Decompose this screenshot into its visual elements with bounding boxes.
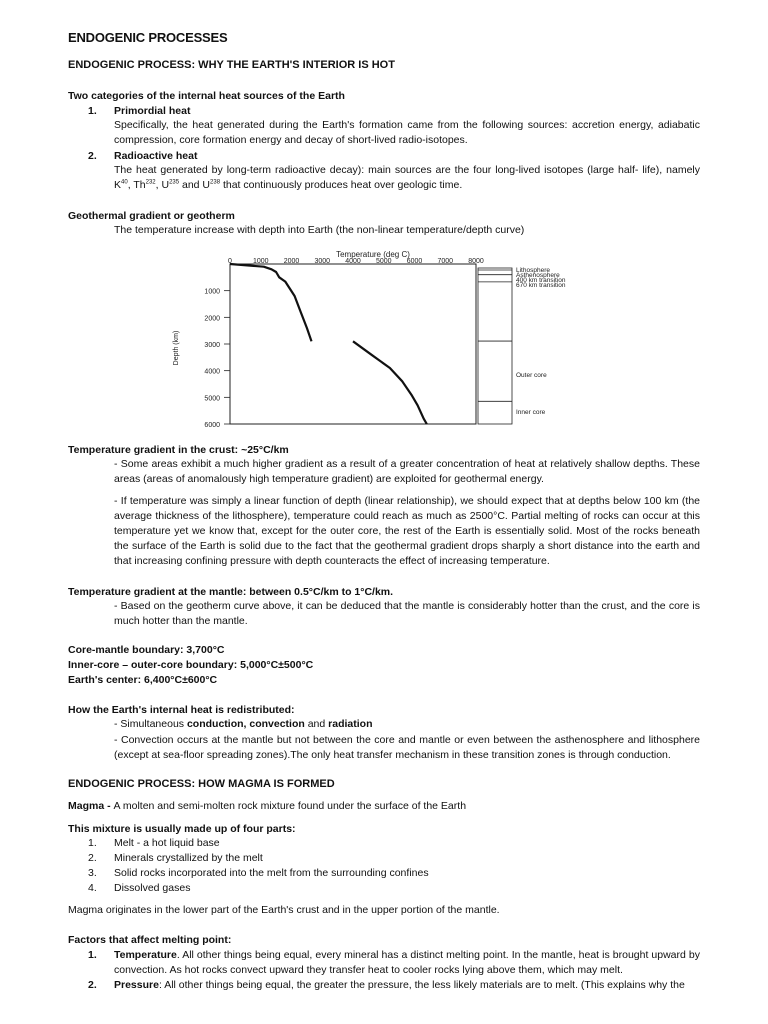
y-tick-label: 6000 — [204, 422, 220, 429]
geotherm-chart — [158, 248, 618, 434]
list-number: 2. — [88, 150, 97, 162]
layer-label: Inner core — [516, 409, 546, 416]
inner-outer-core-boundary: Inner-core – outer-core boundary: 5,000°C±500°C — [68, 659, 314, 671]
section-title-interior-heat: ENDOGENIC PROCESS: WHY THE EARTH'S INTERIOR IS HOT — [68, 59, 395, 71]
crust-paragraph-2: - If temperature was simply a linear function of depth (linear relationship), we should expect that at depths below 100 km (the average thickness of the lithosphere), temperature could reach as much as 2500°C. Partial melting of rocks can occur at this temperature yet we know that, except for the outer core, the rest of the Earth is essentially solid. Most of the rocks beneath the surface of the Earth is solid due to the fact that the geothermal gradient drops sharply a short distance into the earth and that increasing confining pressure with depth counteracts the effect of increasing temperature. — [114, 495, 700, 567]
geotherm-curve — [353, 341, 427, 424]
magma-origin: Magma originates in the lower part of the Earth's crust and in the upper portion of the mantle. — [68, 904, 500, 916]
list-text: Dissolved gases — [114, 882, 191, 894]
list-number: 1. — [88, 949, 97, 961]
x-tick-label: 0 — [228, 258, 232, 265]
list-number: 3. — [88, 867, 97, 879]
x-tick-label: 3000 — [314, 258, 331, 265]
page-title: ENDOGENIC PROCESSES — [68, 30, 228, 45]
section-title-magma: ENDOGENIC PROCESS: HOW MAGMA IS FORMED — [68, 778, 335, 790]
list-item — [68, 866, 700, 881]
magma-parts-heading: This mixture is usually made up of four parts: — [68, 823, 296, 835]
y-tick-label: 4000 — [204, 368, 220, 376]
list-text: Solid rocks incorporated into the melt from the surrounding confines — [114, 867, 429, 879]
y-tick-label: 2000 — [204, 315, 220, 323]
redistribution-line-1: - Simultaneous conduction, convection and radiation — [114, 718, 373, 730]
core-mantle-boundary: Core-mantle boundary: 3,700°C — [68, 644, 225, 656]
heat-sources-heading: Two categories of the internal heat sources of the Earth — [68, 90, 345, 102]
geotherm-heading: Geothermal gradient or geotherm — [68, 210, 235, 222]
layer-label: Outer core — [516, 372, 547, 379]
earth-center-temp: Earth's center: 6,400°C±600°C — [68, 674, 218, 686]
y-axis-label: Depth (km) — [173, 330, 180, 366]
x-tick-label: 5000 — [375, 258, 392, 265]
factor-temperature-text: Temperature. All other things being equal, every mineral has a distinct melting point. In the mantle, heat is brought upward by convection. As hot rocks convect upward they transfer heat to cooler rocks lying above them, which may melt. — [114, 949, 700, 976]
y-tick-labels — [204, 289, 230, 429]
radioactive-heat-title: Radioactive heat — [114, 150, 198, 162]
melting-factors-heading: Factors that affect melting point: — [68, 934, 232, 946]
redistribution-paragraph: - Convection occurs at the mantle but not between the core and mantle or even between the asthenosphere and lithosphere (except at sea-floor spreading zones).The only heat transfer mechanism in these transition zones is through conduction. — [114, 734, 700, 761]
y-tick-label: 1000 — [204, 288, 220, 296]
crust-gradient-heading: Temperature gradient in the crust: ~25°C/km — [68, 444, 289, 456]
list-item — [68, 836, 700, 851]
x-tick-label: 2000 — [283, 258, 300, 265]
layer-column — [478, 268, 512, 424]
redistribution-heading: How the Earth's internal heat is redistributed: — [68, 704, 295, 716]
factor-pressure-text: Pressure: All other things being equal, the greater the pressure, the less likely materials are to melt. (This explains why the — [114, 979, 685, 991]
crust-paragraph-1: - Some areas exhibit a much higher gradient as a result of a greater concentration of heat at relatively shallow depths. These areas (areas of anomalously high temperature gradient) are exploited for geothermal energy. — [114, 458, 700, 485]
magma-parts-list — [68, 836, 700, 898]
primordial-heat-text: Specifically, the heat generated during the Earth's formation came from the following sources: accretion energy, adiabatic compression, core formation energy and decay of short-lived radio-isotopes. — [114, 119, 700, 146]
layer-label: Lithosphere — [516, 267, 550, 274]
list-item-radioactive — [68, 149, 700, 164]
y-tick-label: 3000 — [204, 342, 220, 349]
list-text: Minerals crystallized by the melt — [114, 852, 263, 864]
layer-labels — [516, 267, 566, 416]
geotherm-definition: The temperature increase with depth into Earth (the non-linear temperature/depth curve) — [114, 224, 525, 236]
geotherm-curve — [230, 264, 312, 341]
plot-frame — [230, 264, 476, 424]
list-number: 2. — [88, 852, 97, 864]
list-text: Melt - a hot liquid base — [114, 837, 220, 849]
x-tick-label: 7000 — [437, 258, 454, 265]
mantle-gradient-heading: Temperature gradient at the mantle: between 0.5°C/km to 1°C/km. — [68, 586, 394, 598]
list-number: 2. — [88, 979, 97, 991]
chart-title: Temperature (deg C) — [336, 250, 410, 259]
x-tick-label: 8000 — [468, 258, 484, 265]
primordial-heat-title: Primordial heat — [114, 105, 191, 117]
list-number: 4. — [88, 882, 97, 894]
x-tick-label: 6000 — [406, 258, 423, 265]
x-tick-label: 4000 — [345, 258, 361, 265]
geotherm-curves — [230, 264, 427, 424]
radioactive-heat-text: The heat generated by long-term radioactive decay): main sources are the four long-lived isotopes (large half- life), namely $K^{40}$, Th$^{232}$, $U^{235}$ and $U^{238}$ that continuously produces heat over geologic time. — [114, 164, 700, 191]
list-number: 1. — [88, 105, 97, 117]
x-tick-label: 1000 — [252, 258, 269, 265]
y-tick-label: 5000 — [204, 395, 220, 403]
layer-label: 670 km transition — [516, 282, 566, 289]
layer-label: Asthenosphere — [516, 272, 560, 279]
magma-definition: Magma - A molten and semi-molten rock mixture found under the surface of the Earth — [68, 800, 467, 812]
layer-label: 400 km transition — [516, 277, 566, 284]
list-item — [68, 851, 700, 866]
layer-boundaries — [478, 270, 512, 401]
list-item — [68, 881, 700, 896]
list-number: 1. — [88, 837, 97, 849]
mantle-paragraph: - Based on the geotherm curve above, it can be deduced that the mantle is considerably hotter than the crust, and the core is much hotter than the mantle. — [114, 600, 700, 627]
list-item-primordial — [68, 104, 700, 119]
